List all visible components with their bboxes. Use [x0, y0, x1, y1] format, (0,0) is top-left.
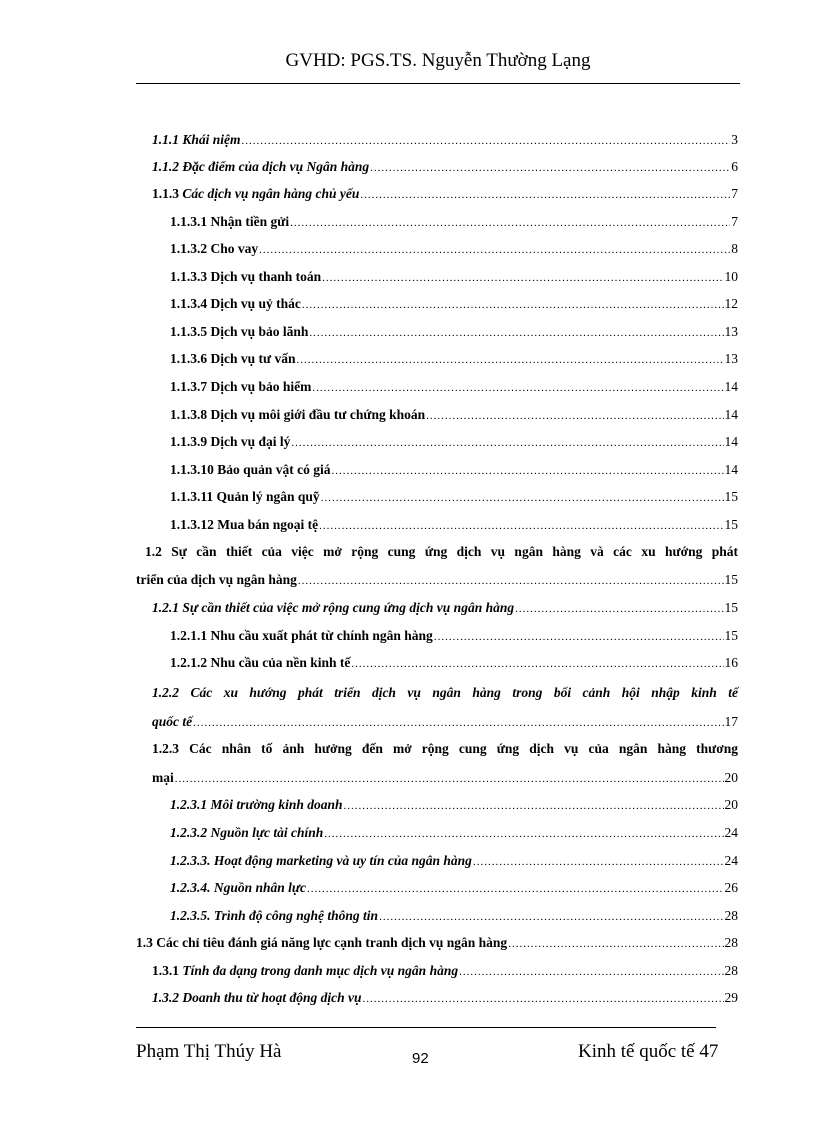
leader-dots [193, 713, 723, 733]
leader-dots [309, 323, 723, 343]
toc-entry[interactable] [170, 653, 738, 674]
leader-dots [322, 268, 723, 288]
toc-entry[interactable] [170, 322, 738, 343]
toc-entry[interactable] [152, 712, 738, 733]
toc-entry-title: 1.1.3.11 Quản lý ngân quỹ [170, 489, 320, 504]
toc-entry[interactable] [136, 933, 738, 954]
footer-class: Kinh tế quốc tế 47 [578, 1041, 719, 1062]
toc-entry-title: 1.2.3.3. Hoạt động marketing và uy tín của ngân hàng [170, 853, 472, 868]
toc-entry[interactable] [170, 515, 738, 536]
toc-entry-page: 28 [724, 963, 738, 978]
toc-entry[interactable] [170, 626, 738, 647]
leader-dots [473, 852, 724, 872]
toc-entry[interactable] [152, 961, 738, 982]
toc-entry-title: 1.1.3.8 Dịch vụ môi giới đầu tư chứng khoán [170, 407, 426, 422]
leader-dots [426, 406, 723, 426]
toc-entry-title: 1.1.3.7 Dịch vụ bảo hiểm [170, 379, 312, 394]
toc-entry[interactable] [170, 795, 738, 816]
toc-entry-page: 6 [731, 159, 738, 174]
toc-entry[interactable] [170, 432, 738, 453]
toc-entry-page: 15 [724, 628, 738, 643]
toc-entry[interactable] [170, 405, 738, 426]
toc-entry-page: 24 [724, 853, 738, 868]
toc-entry[interactable] [152, 768, 738, 789]
toc-entry-title: 1.3 Các chỉ tiêu đánh giá năng lực cạnh tranh dịch vụ ngân hàng [136, 935, 508, 950]
toc-entry[interactable] [170, 851, 738, 872]
toc-entry-page: 20 [724, 797, 738, 812]
leader-dots [259, 240, 730, 260]
toc-entry-title: 1.1.3.12 Mua bán ngoại tệ [170, 517, 319, 532]
leader-dots [379, 907, 723, 927]
toc-entry-page: 10 [724, 269, 738, 284]
toc-entry-first-line[interactable]: 1.2.3 Các nhân tố ảnh hưởng đến mở rộng cung ứng dịch vụ của ngân hàng thương [152, 741, 738, 756]
toc-entry-page: 7 [731, 214, 738, 229]
toc-entry-title: 1.1.3 Các dịch vụ ngân hàng chủ yếu [152, 186, 360, 201]
toc-entry-title: 1.1.3.2 Cho vay [170, 241, 259, 256]
toc-entry-page: 13 [724, 351, 738, 366]
toc-entry-title: triển của dịch vụ ngân hàng [136, 572, 297, 587]
toc-entry-title: 1.1.3.5 Dịch vụ bảo lãnh [170, 324, 309, 339]
toc-entry-page: 15 [724, 517, 738, 532]
leader-dots [291, 433, 723, 453]
toc-entry-title: 1.2.3.1 Môi trường kinh doanh [170, 797, 343, 812]
toc-entry[interactable] [152, 157, 738, 178]
toc-entry[interactable] [152, 988, 738, 1009]
leader-dots [298, 571, 724, 591]
leader-dots [324, 824, 723, 844]
toc-entry[interactable] [170, 349, 738, 370]
leader-dots [508, 934, 723, 954]
toc-entry[interactable] [170, 267, 738, 288]
toc-entry-title: 1.1.3.1 Nhận tiền gửi [170, 214, 290, 229]
toc-entry-title: 1.3.1 Tính đa dạng trong danh mục dịch vụ ngân hàng [152, 963, 459, 978]
toc-entry-first-line[interactable]: 1.2 Sự cần thiết của việc mở rộng cung ứng dịch vụ ngân hàng và các xu hướng phát [145, 544, 738, 559]
toc-entry[interactable] [152, 598, 738, 619]
toc-entry[interactable] [170, 377, 738, 398]
toc-entry[interactable] [170, 823, 738, 844]
leader-dots [302, 295, 724, 315]
toc-entry-title: 1.2.1.1 Nhu cầu xuất phát từ chính ngân hàng [170, 628, 433, 643]
toc-entry-page: 12 [724, 296, 738, 311]
toc-entry-title: 1.1.3.6 Dịch vụ tư vấn [170, 351, 296, 366]
toc-entry[interactable] [170, 460, 738, 481]
toc-entry-title-italic: Tính đa dạng trong danh mục dịch vụ ngân hàng [182, 963, 459, 978]
leader-dots [312, 378, 723, 398]
toc-entry-title: 1.1.3.4 Dịch vụ uỷ thác [170, 296, 301, 311]
toc-entry[interactable] [152, 130, 738, 151]
toc-entry-page: 20 [724, 770, 738, 785]
toc-entry-page: 15 [724, 489, 738, 504]
footer-page-number: 92 [412, 1050, 429, 1067]
leader-dots [351, 654, 723, 674]
toc-entry-page: 16 [724, 655, 738, 670]
toc-entry-page: 14 [724, 462, 738, 477]
toc-entry-page: 28 [724, 935, 738, 950]
leader-dots [332, 461, 724, 481]
toc-entry-title: 1.2.3.5. Trình độ công nghệ thông tin [170, 908, 379, 923]
toc-entry-page: 15 [724, 572, 738, 587]
leader-dots [290, 213, 730, 233]
toc-entry-title: 1.2.1 Sự cần thiết của việc mở rộng cung ứng dịch vụ ngân hàng [152, 600, 515, 615]
toc-entry-title-italic: Các dịch vụ ngân hàng chủ yếu [182, 186, 360, 201]
leader-dots [307, 879, 724, 899]
toc-entry-page: 24 [724, 825, 738, 840]
toc-entry-page: 14 [724, 407, 738, 422]
toc-entry-title: 1.1.2 Đặc điểm của dịch vụ Ngân hàng [152, 159, 370, 174]
toc-entry[interactable] [170, 212, 738, 233]
page-header-title: GVHD: PGS.TS. Nguyễn Thường Lạng [285, 50, 591, 71]
leader-dots [175, 769, 724, 789]
toc-entry[interactable] [136, 570, 738, 591]
leader-dots [297, 350, 724, 370]
leader-dots [434, 627, 724, 647]
leader-dots [321, 488, 724, 508]
toc-entry-page: 29 [724, 990, 738, 1005]
toc-entry[interactable] [170, 878, 738, 899]
toc-entry-page: 3 [731, 132, 738, 147]
leader-dots [370, 158, 730, 178]
toc-entry-title: 1.3.2 Doanh thu từ hoạt động dịch vụ [152, 990, 362, 1005]
toc-entry-page: 7 [731, 186, 738, 201]
footer-author: Phạm Thị Thúy Hà [136, 1041, 282, 1062]
toc-entry-page: 14 [724, 434, 738, 449]
toc-entry-page: 13 [724, 324, 738, 339]
toc-entry[interactable] [170, 239, 738, 260]
footer-divider [136, 1027, 716, 1028]
toc-entry-page: 15 [724, 600, 738, 615]
toc-entry[interactable] [170, 906, 738, 927]
leader-dots [360, 185, 730, 205]
toc-entry-title: quốc tế [152, 714, 193, 729]
toc-entry-title: 1.1.3.10 Bảo quản vật có giá [170, 462, 331, 477]
toc-entry-title: 1.1.1 Khái niệm [152, 132, 241, 147]
toc-entry-title: 1.1.3.3 Dịch vụ thanh toán [170, 269, 322, 284]
toc-entry[interactable] [170, 294, 738, 315]
toc-entry-page: 14 [724, 379, 738, 394]
leader-dots [344, 796, 724, 816]
toc-entry-page: 26 [724, 880, 738, 895]
leader-dots [459, 962, 723, 982]
toc-entry-title: 1.2.1.2 Nhu cầu của nền kinh tế [170, 655, 351, 670]
toc-entry-first-line[interactable]: 1.2.2 Các xu hướng phát triển dịch vụ ngân hàng trong bối cảnh hội nhập kinh tế [152, 685, 738, 700]
leader-dots [319, 516, 723, 536]
toc-entry-title: 1.1.3.9 Dịch vụ đại lý [170, 434, 291, 449]
toc-entry-page: 17 [724, 714, 738, 729]
toc-entry-page: 28 [724, 908, 738, 923]
leader-dots [515, 599, 723, 619]
toc-entry-title: mại [152, 770, 174, 785]
toc-entry-title: 1.2.3.4. Nguồn nhân lực [170, 880, 306, 895]
toc-entry[interactable] [152, 184, 738, 205]
toc-entry[interactable] [170, 487, 738, 508]
leader-dots [363, 989, 724, 1009]
toc-entry-page: 8 [731, 241, 738, 256]
header-divider [136, 83, 740, 84]
toc-entry-title: 1.2.3.2 Nguồn lực tài chính [170, 825, 324, 840]
leader-dots [242, 131, 731, 151]
